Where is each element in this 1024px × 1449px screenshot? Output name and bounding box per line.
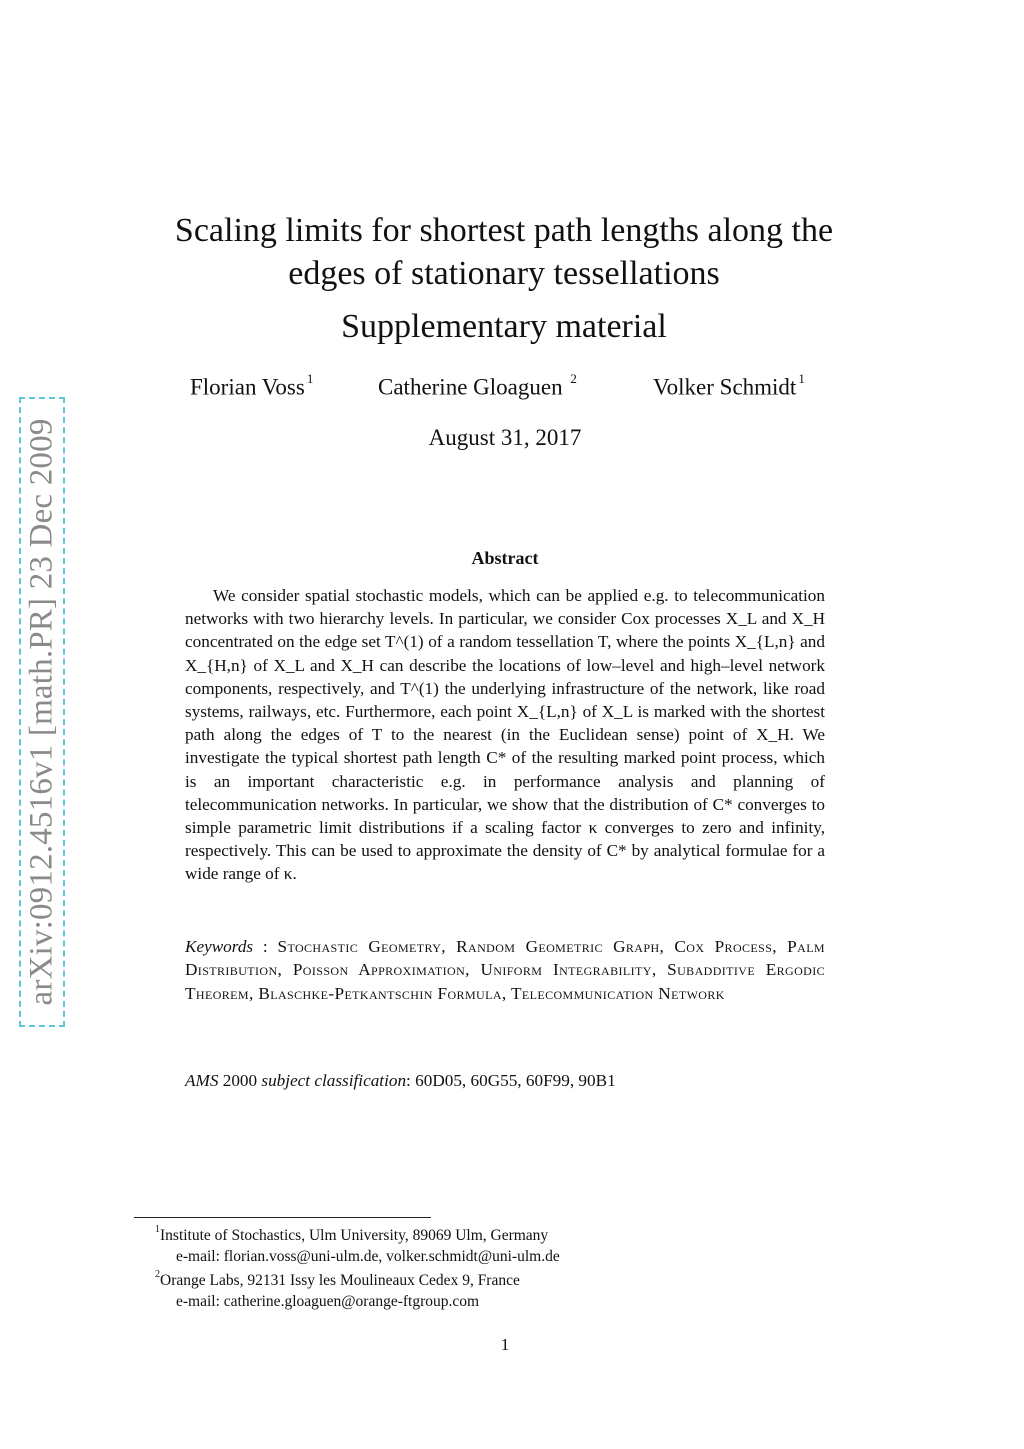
affiliation-mark: 1 [798,371,805,386]
ams-year: 2000 [222,1071,258,1090]
footnote-divider [134,1217,431,1218]
ams-label: subject classification [261,1071,407,1090]
paper-subtitle: Supplementary material [341,308,667,345]
ams-prefix: AMS [185,1071,219,1090]
footnotes [155,1222,855,1313]
arxiv-stamp[interactable] [19,397,65,1027]
footnote-text: Institute of Stochastics, Ulm University, 89069 Ulm, Germany [160,1227,549,1245]
author-schmidt [653,371,805,401]
abstract-heading: Abstract [471,548,539,568]
footnote-1-affiliation [155,1222,855,1247]
author-voss [190,371,314,401]
author-gloaguen [378,371,577,401]
footnote-2-email[interactable]: e-mail: catherine.gloaguen@orange-ftgroup.com [176,1293,480,1311]
abstract-body: We consider spatial stochastic models, which can be applied e.g. to telecommunication networks with two hierarchy levels. In particular, we consider Cox processes X_L and X_H concentrated on the edge set T^(1) of a random tessellation T, where the points X_{L,n} and X_{H,n} of X_L and X_H can describe the locations of low–level and high–level network components, respectively, and T^(1) the underlying infrastructure of the network, like road systems, railways, etc. Furthermore, each point X_{L,n} of X_L is marked with the shortest path along the edges of T to the nearest (in the Euclidean sense) point of X_H. We investigate the typical shortest path length C* of the resulting marked point process, which is an important characteristic e.g. in performance analysis and planning of telecommunication networks. In particular, we show that the distribution of C* converges to simple parametric limit distributions if a scaling factor κ converges to zero and infinity, respectively. This can be used to approximate the density of C* by analytical formulae for a wide range of κ. [185,586,825,884]
keywords: Keywords : Stochastic Geometry, Random Geometric Graph, Cox Process, Palm Distribution, Poisson Approximation, Uniform Integrability, Subadditive Ergodic Theorem, Blaschke-Petkantschin Formula, Telecommunication Network [185,937,825,1003]
ams-classification: AMS 2000 subject classification: 60D05, 60G55, 60F99, 90B1 [185,1071,616,1090]
footnote-text: Orange Labs, 92131 Issy les Moulineaux Cedex 9, France [160,1272,520,1290]
paper-date: August 31, 2017 [428,425,582,450]
footnote-2-affiliation [155,1267,855,1292]
footnote-1-email[interactable]: e-mail: florian.voss@uni-ulm.de, volker.schmidt@uni-ulm.de [176,1247,560,1265]
page-number: 1 [500,1335,510,1354]
keywords-list: Stochastic Geometry, Random Geometric Graph, Cox Process, Palm Distribution, Poisson Approximation, Uniform Integrability, Subadditive Ergodic Theorem, Blaschke-Petkantschin Formula, Telecommunication Network [185,937,825,1003]
affiliation-mark: 1 [306,371,314,386]
author-name: Catherine Gloaguen [378,374,563,400]
author-name: Volker Schmidt [653,374,797,400]
paper-title-line-2: edges of stationary tessellations [288,255,720,292]
arxiv-identifier: arXiv:0912.4516v1 [math.PR] 23 Dec 2009 [23,418,60,1006]
footnote-mark: 2 [155,1269,160,1281]
footnote-mark: 1 [155,1224,160,1235]
paper-title-line-1: Scaling limits for shortest path lengths along the [174,212,834,249]
keywords-label: Keywords [185,937,254,956]
affiliation-mark: 2 [570,371,577,386]
author-name: Florian Voss [190,374,305,400]
ams-codes: 60D05, 60G55, 60F99, 90B1 [415,1071,616,1090]
